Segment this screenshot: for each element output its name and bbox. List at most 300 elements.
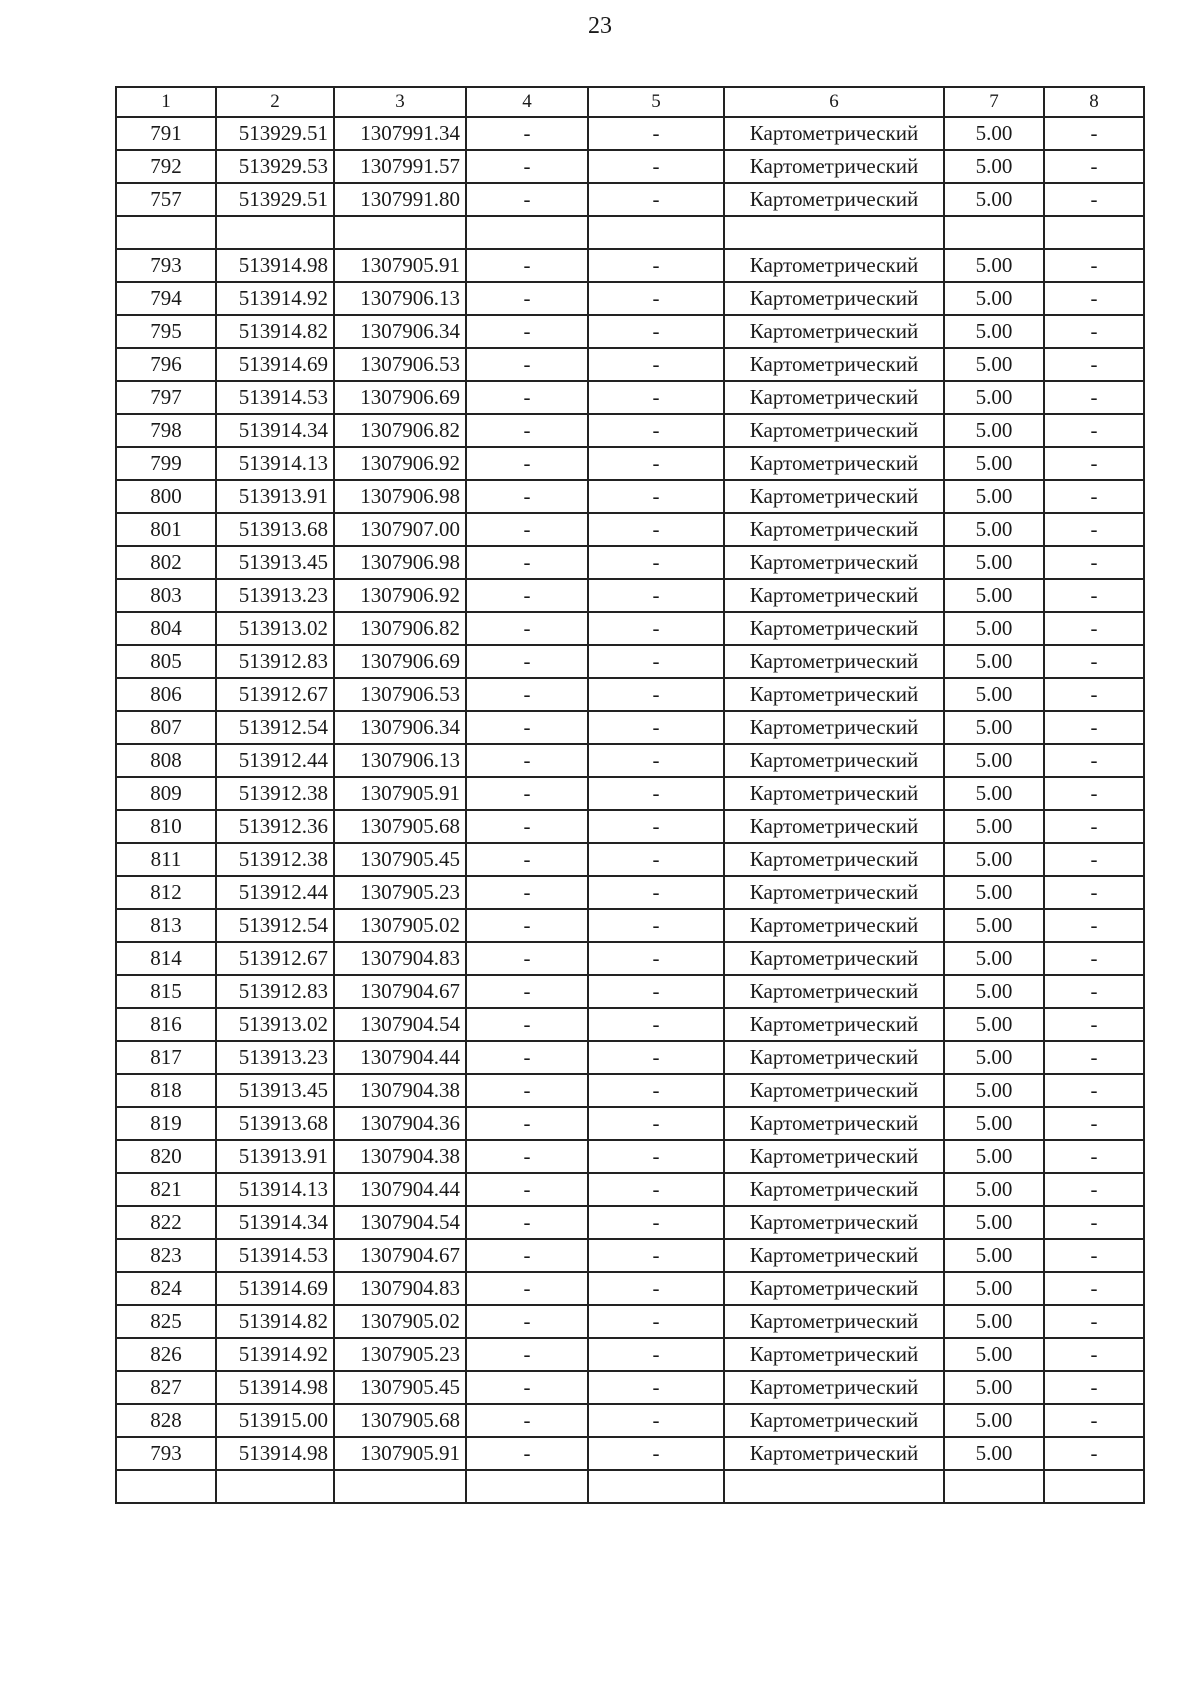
col8-cell: - — [1044, 1437, 1144, 1470]
table-row — [116, 612, 1144, 645]
col4-cell: - — [466, 249, 588, 282]
col5-cell: - — [588, 1206, 724, 1239]
method-cell: Картометрический — [724, 447, 944, 480]
col5-cell: - — [588, 843, 724, 876]
col8-cell: - — [1044, 975, 1144, 1008]
accuracy-cell: 5.00 — [944, 777, 1044, 810]
col4-cell: - — [466, 1008, 588, 1041]
accuracy-cell: 5.00 — [944, 117, 1044, 150]
accuracy-cell: 5.00 — [944, 249, 1044, 282]
method-cell: Картометрический — [724, 1206, 944, 1239]
method-cell: Картометрический — [724, 1239, 944, 1272]
col8-cell: - — [1044, 1305, 1144, 1338]
col8-cell: - — [1044, 315, 1144, 348]
col4-cell — [466, 216, 588, 249]
accuracy-cell: 5.00 — [944, 513, 1044, 546]
col4-cell: - — [466, 546, 588, 579]
x-coordinate-cell: 513912.83 — [216, 645, 334, 678]
y-coordinate-cell: 1307906.92 — [334, 447, 466, 480]
method-cell: Картометрический — [724, 150, 944, 183]
col5-cell — [588, 1470, 724, 1503]
point-number-cell: 810 — [116, 810, 216, 843]
table-row — [116, 381, 1144, 414]
method-cell: Картометрический — [724, 381, 944, 414]
point-number-cell: 827 — [116, 1371, 216, 1404]
table-row — [116, 876, 1144, 909]
col4-cell: - — [466, 381, 588, 414]
accuracy-cell: 5.00 — [944, 1338, 1044, 1371]
col8-cell: - — [1044, 1272, 1144, 1305]
col5-cell: - — [588, 348, 724, 381]
point-number-cell: 822 — [116, 1206, 216, 1239]
col8-cell: - — [1044, 777, 1144, 810]
x-coordinate-cell: 513914.69 — [216, 348, 334, 381]
table-row — [116, 480, 1144, 513]
accuracy-cell: 5.00 — [944, 843, 1044, 876]
col8-cell: - — [1044, 1404, 1144, 1437]
method-cell: Картометрический — [724, 579, 944, 612]
accuracy-cell: 5.00 — [944, 975, 1044, 1008]
col5-cell: - — [588, 183, 724, 216]
x-coordinate-cell: 513913.02 — [216, 1008, 334, 1041]
col4-cell: - — [466, 1140, 588, 1173]
x-coordinate-cell: 513914.92 — [216, 1338, 334, 1371]
method-cell: Картометрический — [724, 117, 944, 150]
y-coordinate-cell: 1307905.68 — [334, 1404, 466, 1437]
col8-cell: - — [1044, 843, 1144, 876]
accuracy-cell — [944, 216, 1044, 249]
table-row — [116, 645, 1144, 678]
x-coordinate-cell: 513914.92 — [216, 282, 334, 315]
table-row — [116, 942, 1144, 975]
table-row — [116, 1239, 1144, 1272]
col5-cell: - — [588, 876, 724, 909]
method-cell: Картометрический — [724, 1140, 944, 1173]
method-cell: Картометрический — [724, 480, 944, 513]
col4-cell: - — [466, 348, 588, 381]
col8-cell: - — [1044, 1206, 1144, 1239]
col5-cell: - — [588, 1173, 724, 1206]
table-row — [116, 414, 1144, 447]
point-number-cell: 793 — [116, 1437, 216, 1470]
col8-cell: - — [1044, 348, 1144, 381]
col8-cell: - — [1044, 1041, 1144, 1074]
x-coordinate-cell: 513914.82 — [216, 315, 334, 348]
method-cell: Картометрический — [724, 1272, 944, 1305]
y-coordinate-cell: 1307906.69 — [334, 381, 466, 414]
col5-cell: - — [588, 117, 724, 150]
x-coordinate-cell: 513913.68 — [216, 513, 334, 546]
x-coordinate-cell — [216, 216, 334, 249]
method-cell: Картометрический — [724, 711, 944, 744]
y-coordinate-cell: 1307906.98 — [334, 480, 466, 513]
col4-cell — [466, 1470, 588, 1503]
point-number-cell: 828 — [116, 1404, 216, 1437]
col8-cell: - — [1044, 1338, 1144, 1371]
point-number-cell: 826 — [116, 1338, 216, 1371]
col8-cell: - — [1044, 810, 1144, 843]
method-cell: Картометрический — [724, 249, 944, 282]
y-coordinate-cell: 1307906.13 — [334, 744, 466, 777]
table-row — [116, 249, 1144, 282]
table-body — [116, 87, 1144, 1503]
col4-cell: - — [466, 282, 588, 315]
accuracy-cell: 5.00 — [944, 1206, 1044, 1239]
x-coordinate-cell: 513914.13 — [216, 1173, 334, 1206]
col5-cell: - — [588, 909, 724, 942]
accuracy-cell: 5.00 — [944, 315, 1044, 348]
method-cell: Картометрический — [724, 1074, 944, 1107]
col8-cell: - — [1044, 546, 1144, 579]
table-row — [116, 1305, 1144, 1338]
col4-cell: - — [466, 777, 588, 810]
accuracy-cell: 5.00 — [944, 612, 1044, 645]
table-row — [116, 909, 1144, 942]
col4-cell: - — [466, 1305, 588, 1338]
x-coordinate-cell: 513914.69 — [216, 1272, 334, 1305]
point-number-cell: 811 — [116, 843, 216, 876]
table-row — [116, 1338, 1144, 1371]
table-row — [116, 1272, 1144, 1305]
y-coordinate-cell: 1307906.34 — [334, 315, 466, 348]
col5-cell: - — [588, 678, 724, 711]
x-coordinate-cell: 513914.98 — [216, 1437, 334, 1470]
point-number-cell: 798 — [116, 414, 216, 447]
point-number-cell: 793 — [116, 249, 216, 282]
table-row — [116, 579, 1144, 612]
col5-cell: - — [588, 1041, 724, 1074]
table-row — [116, 1404, 1144, 1437]
method-cell: Картометрический — [724, 777, 944, 810]
col5-cell: - — [588, 942, 724, 975]
method-cell: Картометрический — [724, 942, 944, 975]
x-coordinate-cell: 513913.68 — [216, 1107, 334, 1140]
col5-cell: - — [588, 1107, 724, 1140]
x-coordinate-cell: 513914.98 — [216, 1371, 334, 1404]
table-row — [116, 1470, 1144, 1503]
x-coordinate-cell: 513913.23 — [216, 1041, 334, 1074]
point-number-cell: 805 — [116, 645, 216, 678]
table-row — [116, 1371, 1144, 1404]
y-coordinate-cell: 1307904.67 — [334, 1239, 466, 1272]
col8-cell: - — [1044, 249, 1144, 282]
y-coordinate-cell: 1307904.54 — [334, 1008, 466, 1041]
point-number-cell: 800 — [116, 480, 216, 513]
col5-cell: - — [588, 1008, 724, 1041]
y-coordinate-cell: 1307904.44 — [334, 1173, 466, 1206]
x-coordinate-cell: 513913.45 — [216, 546, 334, 579]
x-coordinate-cell: 513914.34 — [216, 1206, 334, 1239]
x-coordinate-cell: 513929.51 — [216, 117, 334, 150]
x-coordinate-cell: 513912.36 — [216, 810, 334, 843]
method-cell: Картометрический — [724, 546, 944, 579]
y-coordinate-cell: 1307904.38 — [334, 1074, 466, 1107]
point-number-cell: 816 — [116, 1008, 216, 1041]
method-cell: Картометрический — [724, 348, 944, 381]
col4-cell: - — [466, 942, 588, 975]
point-number-cell: 794 — [116, 282, 216, 315]
y-coordinate-cell: 1307904.44 — [334, 1041, 466, 1074]
point-number-cell: 817 — [116, 1041, 216, 1074]
column-header: 3 — [334, 87, 466, 117]
method-cell: Картометрический — [724, 315, 944, 348]
col8-cell: - — [1044, 513, 1144, 546]
col4-cell: - — [466, 843, 588, 876]
x-coordinate-cell: 513914.98 — [216, 249, 334, 282]
accuracy-cell: 5.00 — [944, 744, 1044, 777]
col8-cell: - — [1044, 1107, 1144, 1140]
col4-cell: - — [466, 711, 588, 744]
col5-cell: - — [588, 1371, 724, 1404]
table-row — [116, 1041, 1144, 1074]
col4-cell: - — [466, 645, 588, 678]
col4-cell: - — [466, 414, 588, 447]
accuracy-cell: 5.00 — [944, 1437, 1044, 1470]
point-number-cell: 796 — [116, 348, 216, 381]
method-cell: Картометрический — [724, 1173, 944, 1206]
y-coordinate-cell: 1307904.83 — [334, 1272, 466, 1305]
y-coordinate-cell: 1307905.02 — [334, 1305, 466, 1338]
col8-cell — [1044, 1470, 1144, 1503]
table-row — [116, 447, 1144, 480]
x-coordinate-cell: 513915.00 — [216, 1404, 334, 1437]
col5-cell: - — [588, 1404, 724, 1437]
accuracy-cell: 5.00 — [944, 1272, 1044, 1305]
col5-cell: - — [588, 150, 724, 183]
col8-cell: - — [1044, 1371, 1144, 1404]
col4-cell: - — [466, 1338, 588, 1371]
x-coordinate-cell: 513929.53 — [216, 150, 334, 183]
accuracy-cell: 5.00 — [944, 810, 1044, 843]
table-row — [116, 117, 1144, 150]
col5-cell — [588, 216, 724, 249]
accuracy-cell: 5.00 — [944, 1041, 1044, 1074]
method-cell: Картометрический — [724, 678, 944, 711]
col8-cell: - — [1044, 1008, 1144, 1041]
col5-cell: - — [588, 282, 724, 315]
accuracy-cell: 5.00 — [944, 282, 1044, 315]
point-number-cell: 809 — [116, 777, 216, 810]
x-coordinate-cell: 513912.67 — [216, 942, 334, 975]
x-coordinate-cell: 513913.02 — [216, 612, 334, 645]
col4-cell: - — [466, 678, 588, 711]
y-coordinate-cell: 1307905.23 — [334, 876, 466, 909]
col5-cell: - — [588, 744, 724, 777]
col8-cell: - — [1044, 447, 1144, 480]
column-header: 1 — [116, 87, 216, 117]
col5-cell: - — [588, 1140, 724, 1173]
point-number-cell: 808 — [116, 744, 216, 777]
table-row — [116, 546, 1144, 579]
point-number-cell: 795 — [116, 315, 216, 348]
x-coordinate-cell: 513913.45 — [216, 1074, 334, 1107]
col5-cell: - — [588, 777, 724, 810]
col4-cell: - — [466, 744, 588, 777]
y-coordinate-cell: 1307905.45 — [334, 1371, 466, 1404]
accuracy-cell — [944, 1470, 1044, 1503]
x-coordinate-cell — [216, 1470, 334, 1503]
y-coordinate-cell: 1307991.34 — [334, 117, 466, 150]
point-number-cell: 807 — [116, 711, 216, 744]
accuracy-cell: 5.00 — [944, 678, 1044, 711]
accuracy-cell: 5.00 — [944, 150, 1044, 183]
point-number-cell: 815 — [116, 975, 216, 1008]
col8-cell: - — [1044, 612, 1144, 645]
y-coordinate-cell: 1307906.92 — [334, 579, 466, 612]
point-number-cell: 812 — [116, 876, 216, 909]
col5-cell: - — [588, 810, 724, 843]
col5-cell: - — [588, 711, 724, 744]
point-number-cell: 820 — [116, 1140, 216, 1173]
col5-cell: - — [588, 1305, 724, 1338]
x-coordinate-cell: 513914.53 — [216, 1239, 334, 1272]
x-coordinate-cell: 513912.38 — [216, 843, 334, 876]
accuracy-cell: 5.00 — [944, 1107, 1044, 1140]
accuracy-cell: 5.00 — [944, 1404, 1044, 1437]
accuracy-cell: 5.00 — [944, 1074, 1044, 1107]
col4-cell: - — [466, 1404, 588, 1437]
col4-cell: - — [466, 1437, 588, 1470]
table-row — [116, 216, 1144, 249]
method-cell: Картометрический — [724, 744, 944, 777]
point-number-cell — [116, 216, 216, 249]
table-row — [116, 975, 1144, 1008]
table-row — [116, 810, 1144, 843]
col4-cell: - — [466, 975, 588, 1008]
col4-cell: - — [466, 1206, 588, 1239]
column-header: 5 — [588, 87, 724, 117]
col8-cell: - — [1044, 480, 1144, 513]
accuracy-cell: 5.00 — [944, 645, 1044, 678]
point-number-cell: 791 — [116, 117, 216, 150]
col5-cell: - — [588, 1338, 724, 1371]
col8-cell: - — [1044, 117, 1144, 150]
method-cell: Картометрический — [724, 612, 944, 645]
y-coordinate-cell: 1307905.45 — [334, 843, 466, 876]
col5-cell: - — [588, 1437, 724, 1470]
x-coordinate-cell: 513912.44 — [216, 744, 334, 777]
accuracy-cell: 5.00 — [944, 546, 1044, 579]
x-coordinate-cell: 513913.23 — [216, 579, 334, 612]
col4-cell: - — [466, 1371, 588, 1404]
point-number-cell: 797 — [116, 381, 216, 414]
x-coordinate-cell: 513914.13 — [216, 447, 334, 480]
accuracy-cell: 5.00 — [944, 1173, 1044, 1206]
col8-cell: - — [1044, 678, 1144, 711]
col5-cell: - — [588, 480, 724, 513]
table-row — [116, 150, 1144, 183]
method-cell: Картометрический — [724, 1107, 944, 1140]
method-cell: Картометрический — [724, 1305, 944, 1338]
point-number-cell: 823 — [116, 1239, 216, 1272]
accuracy-cell: 5.00 — [944, 381, 1044, 414]
col8-cell: - — [1044, 381, 1144, 414]
col8-cell: - — [1044, 1074, 1144, 1107]
table-row — [116, 348, 1144, 381]
accuracy-cell: 5.00 — [944, 1239, 1044, 1272]
y-coordinate-cell: 1307991.57 — [334, 150, 466, 183]
method-cell — [724, 216, 944, 249]
point-number-cell: 806 — [116, 678, 216, 711]
accuracy-cell: 5.00 — [944, 1371, 1044, 1404]
y-coordinate-cell: 1307905.68 — [334, 810, 466, 843]
accuracy-cell: 5.00 — [944, 480, 1044, 513]
table-row — [116, 315, 1144, 348]
x-coordinate-cell: 513912.54 — [216, 909, 334, 942]
col8-cell: - — [1044, 744, 1144, 777]
col4-cell: - — [466, 480, 588, 513]
point-number-cell: 819 — [116, 1107, 216, 1140]
col4-cell: - — [466, 1074, 588, 1107]
col5-cell: - — [588, 546, 724, 579]
accuracy-cell: 5.00 — [944, 711, 1044, 744]
table-row — [116, 678, 1144, 711]
method-cell: Картометрический — [724, 1404, 944, 1437]
x-coordinate-cell: 513912.83 — [216, 975, 334, 1008]
col4-cell: - — [466, 1239, 588, 1272]
col8-cell: - — [1044, 282, 1144, 315]
accuracy-cell: 5.00 — [944, 1008, 1044, 1041]
accuracy-cell: 5.00 — [944, 909, 1044, 942]
col5-cell: - — [588, 975, 724, 1008]
col4-cell: - — [466, 612, 588, 645]
col5-cell: - — [588, 447, 724, 480]
col8-cell: - — [1044, 1173, 1144, 1206]
col4-cell: - — [466, 579, 588, 612]
point-number-cell: 802 — [116, 546, 216, 579]
y-coordinate-cell: 1307907.00 — [334, 513, 466, 546]
column-header: 7 — [944, 87, 1044, 117]
method-cell: Картометрический — [724, 282, 944, 315]
y-coordinate-cell: 1307906.53 — [334, 348, 466, 381]
col5-cell: - — [588, 579, 724, 612]
col4-cell: - — [466, 1272, 588, 1305]
method-cell: Картометрический — [724, 513, 944, 546]
y-coordinate-cell: 1307904.54 — [334, 1206, 466, 1239]
col4-cell: - — [466, 150, 588, 183]
y-coordinate-cell: 1307905.91 — [334, 1437, 466, 1470]
col4-cell: - — [466, 1041, 588, 1074]
y-coordinate-cell — [334, 216, 466, 249]
y-coordinate-cell: 1307905.23 — [334, 1338, 466, 1371]
y-coordinate-cell: 1307906.98 — [334, 546, 466, 579]
x-coordinate-cell: 513912.38 — [216, 777, 334, 810]
col8-cell: - — [1044, 711, 1144, 744]
point-number-cell: 824 — [116, 1272, 216, 1305]
accuracy-cell: 5.00 — [944, 1305, 1044, 1338]
y-coordinate-cell: 1307906.82 — [334, 612, 466, 645]
method-cell: Картометрический — [724, 183, 944, 216]
table-header-row — [116, 87, 1144, 117]
page-number: 23 — [588, 13, 612, 39]
method-cell: Картометрический — [724, 1008, 944, 1041]
point-number-cell: 818 — [116, 1074, 216, 1107]
y-coordinate-cell: 1307905.02 — [334, 909, 466, 942]
method-cell: Картометрический — [724, 414, 944, 447]
x-coordinate-cell: 513929.51 — [216, 183, 334, 216]
y-coordinate-cell: 1307906.13 — [334, 282, 466, 315]
table-row — [116, 1074, 1144, 1107]
col5-cell: - — [588, 1272, 724, 1305]
col5-cell: - — [588, 414, 724, 447]
method-cell: Картометрический — [724, 1371, 944, 1404]
table-row — [116, 1206, 1144, 1239]
table-row — [116, 183, 1144, 216]
y-coordinate-cell: 1307906.82 — [334, 414, 466, 447]
column-header: 6 — [724, 87, 944, 117]
col8-cell: - — [1044, 942, 1144, 975]
table-row — [116, 513, 1144, 546]
